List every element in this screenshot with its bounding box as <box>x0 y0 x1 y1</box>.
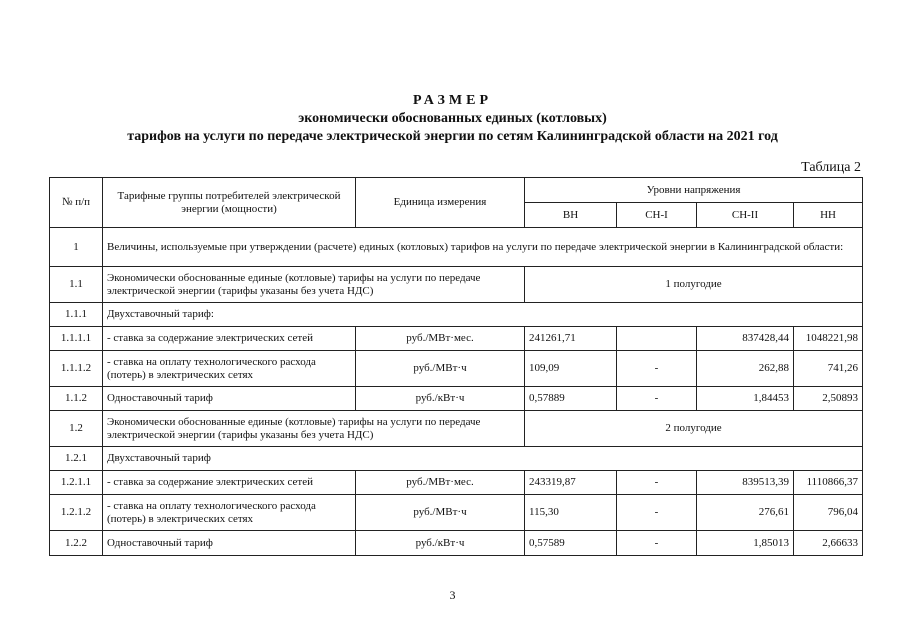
cell-sn1: - <box>617 351 697 387</box>
cell-sn1: - <box>617 531 697 556</box>
cell-sn2: 1,84453 <box>697 387 794 411</box>
row-num: 1.2.1 <box>50 447 103 471</box>
cell-sn1: - <box>617 471 697 495</box>
row-text: - ставка за содержание электрических сетей <box>103 471 356 495</box>
row-text: - ставка на оплату технологического расхода (потерь) в электрических сетях <box>103 351 356 387</box>
table-row <box>50 327 863 351</box>
cell-sn2: 837428,44 <box>697 327 794 351</box>
header-levels: Уровни напряжения <box>525 178 863 203</box>
table-row <box>50 411 863 447</box>
table-row <box>50 351 863 387</box>
row-unit: руб./МВт·ч <box>356 495 525 531</box>
cell-sn2: 839513,39 <box>697 471 794 495</box>
cell-nn: 741,26 <box>794 351 863 387</box>
row-num: 1 <box>50 228 103 267</box>
cell-nn: 1110866,37 <box>794 471 863 495</box>
title-line-3: тарифов на услуги по передаче электрической энергии по сетям Калининградской области на 2021 год <box>127 129 778 144</box>
document-title <box>0 92 905 146</box>
header-groups: Тарифные группы потребителей электрической энергии (мощности) <box>103 178 356 228</box>
row-unit: руб./кВт·ч <box>356 531 525 556</box>
row-unit: руб./МВт·мес. <box>356 471 525 495</box>
header-unit: Единица измерения <box>356 178 525 228</box>
row-text: Одноставочный тариф <box>103 531 356 556</box>
tariffs-table <box>49 177 863 556</box>
row-num: 1.1.1.1 <box>50 327 103 351</box>
cell-sn2: 262,88 <box>697 351 794 387</box>
table-row <box>50 303 863 327</box>
row-num: 1.1.1.2 <box>50 351 103 387</box>
row-unit: руб./кВт·ч <box>356 387 525 411</box>
cell-sn1: - <box>617 495 697 531</box>
cell-nn: 796,04 <box>794 495 863 531</box>
cell-sn2: 276,61 <box>697 495 794 531</box>
row-period: 2 полугодие <box>525 411 863 447</box>
table-row <box>50 228 863 267</box>
cell-nn: 2,66633 <box>794 531 863 556</box>
cell-vn: 109,09 <box>525 351 617 387</box>
cell-vn: 243319,87 <box>525 471 617 495</box>
page-number: 3 <box>449 588 456 602</box>
cell-vn: 115,30 <box>525 495 617 531</box>
cell-nn: 2,50893 <box>794 387 863 411</box>
row-num: 1.2 <box>50 411 103 447</box>
table-row <box>50 447 863 471</box>
table-row <box>50 267 863 303</box>
row-num: 1.2.1.1 <box>50 471 103 495</box>
cell-sn1 <box>617 327 697 351</box>
table-row <box>50 387 863 411</box>
row-num: 1.1.2 <box>50 387 103 411</box>
row-text: Двухставочный тариф: <box>103 303 863 327</box>
row-text: Экономически обоснованные единые (котловые) тарифы на услуги по передаче электрической энергии (тарифы указаны без учета НДС) <box>103 411 525 447</box>
header-sn1: СН-I <box>617 203 697 228</box>
row-num: 1.1.1 <box>50 303 103 327</box>
cell-sn2: 1,85013 <box>697 531 794 556</box>
table-header-row <box>50 178 863 203</box>
table-row <box>50 531 863 556</box>
row-text: - ставка за содержание электрических сетей <box>103 327 356 351</box>
row-num: 1.2.2 <box>50 531 103 556</box>
table-row <box>50 471 863 495</box>
row-unit: руб./МВт·ч <box>356 351 525 387</box>
cell-vn: 241261,71 <box>525 327 617 351</box>
header-vn: ВН <box>525 203 617 228</box>
row-text: Экономически обоснованные единые (котловые) тарифы на услуги по передаче электрической энергии (тарифы указаны без учета НДС) <box>103 267 525 303</box>
header-num: № п/п <box>50 178 103 228</box>
cell-vn: 0,57889 <box>525 387 617 411</box>
row-period: 1 полугодие <box>525 267 863 303</box>
title-main: РАЗМЕР <box>412 93 492 108</box>
cell-sn1: - <box>617 387 697 411</box>
title-line-2: экономически обоснованных единых (котловых) <box>298 111 607 126</box>
header-nn: НН <box>794 203 863 228</box>
row-num: 1.1 <box>50 267 103 303</box>
row-text: Одноставочный тариф <box>103 387 356 411</box>
row-text: Двухставочный тариф <box>103 447 863 471</box>
header-sn2: СН-II <box>697 203 794 228</box>
row-text: Величины, используемые при утверждении (расчете) единых (котловых) тарифов на услуги по передаче электрической энергии в Калининградской области: <box>103 228 863 267</box>
table-row <box>50 495 863 531</box>
cell-nn: 1048221,98 <box>794 327 863 351</box>
row-text: - ставка на оплату технологического расхода (потерь) в электрических сетях <box>103 495 356 531</box>
table-label: Таблица 2 <box>801 160 861 175</box>
row-unit: руб./МВт·мес. <box>356 327 525 351</box>
row-num: 1.2.1.2 <box>50 495 103 531</box>
cell-vn: 0,57589 <box>525 531 617 556</box>
